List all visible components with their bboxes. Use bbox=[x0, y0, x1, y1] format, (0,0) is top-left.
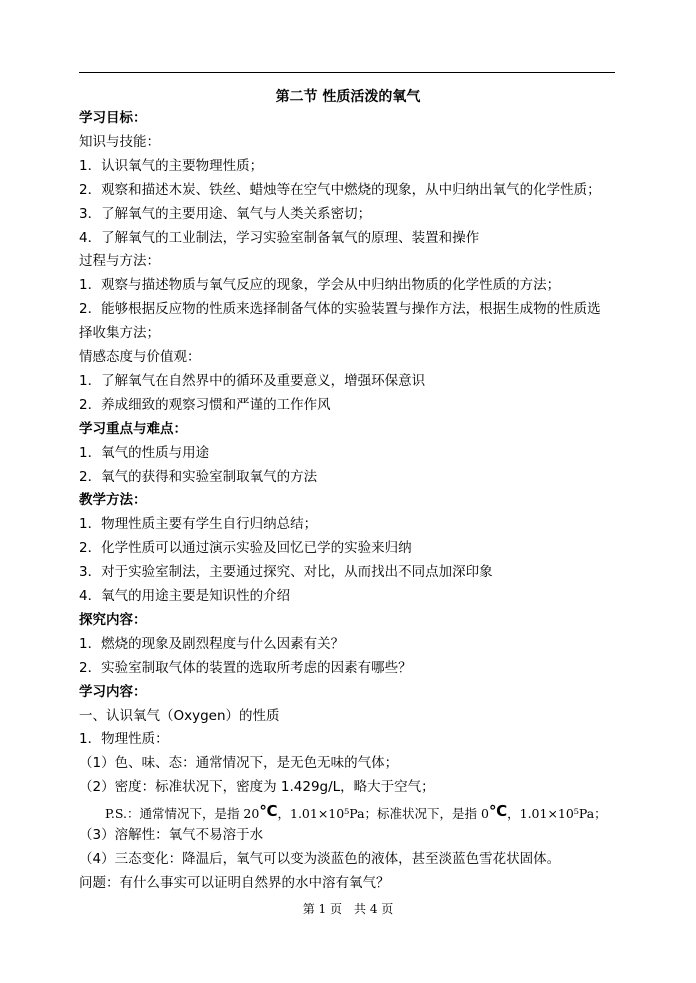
ps-text-1: P.S.：通常情况下，是指 20 bbox=[105, 806, 260, 822]
ps-text-2: ，1.01×10⁵Pa；标准状况下，是指 0 bbox=[277, 806, 489, 822]
header-rule bbox=[79, 72, 615, 73]
text-line: 4．了解氧气的工业制法，学习实验室制备氧气的原理、装置和操作 bbox=[79, 229, 480, 246]
text-line: 1．物理性质： bbox=[79, 731, 169, 748]
text-line: 一、认识氧气（Oxygen）的性质 bbox=[79, 707, 280, 724]
text-line: 1．燃烧的现象及剧烈程度与什么因素有关？ bbox=[79, 635, 345, 652]
text-line: （3）溶解性：氧气不易溶于水 bbox=[79, 827, 264, 843]
text-line: 问题：有什么事实可以证明自然界的水中溶有氧气？ bbox=[79, 874, 390, 891]
text-line: 2．化学性质可以通过演示实验及回忆已学的实验来归纳 bbox=[79, 540, 412, 557]
text-line: 4．氧气的用途主要是知识性的介绍 bbox=[79, 588, 291, 604]
ps-text-3: ，1.01×10⁵Pa； bbox=[507, 806, 607, 822]
text-line: 3．了解氧气的主要用途、氧气与人类关系密切； bbox=[79, 205, 372, 222]
text-line: 1．认识氧气的主要物理性质； bbox=[79, 157, 264, 174]
text-line: 择收集方法； bbox=[79, 325, 160, 342]
text-line: （4）三态变化：降温后，氧气可以变为淡蓝色的液体，甚至淡蓝色雪花状固体。 bbox=[79, 850, 561, 867]
degree-symbol: ℃ bbox=[488, 802, 508, 821]
text-line: 过程与方法： bbox=[79, 253, 160, 270]
text-line: 2．养成细致的观察习惯和严谨的工作作风 bbox=[79, 396, 331, 413]
text-line: 2．实验室制取气体的装置的选取所考虑的因素有哪些？ bbox=[79, 659, 412, 676]
section-heading: 探究内容： bbox=[79, 611, 147, 628]
page-footer: 第 1 页 共 4 页 bbox=[302, 902, 394, 916]
section-title: 第二节 性质活泼的氧气 bbox=[275, 89, 421, 105]
text-line: 1．观察与描述物质与氧气反应的现象，学会从中归纳出物质的化学性质的方法； bbox=[79, 277, 561, 294]
section-heading: 教学方法： bbox=[79, 492, 147, 509]
text-line: 情感态度与价值观： bbox=[79, 349, 201, 365]
section-heading: 学习目标： bbox=[79, 110, 147, 126]
text-line: 3．对于实验室制法，主要通过探究、对比，从而找出不同点加深印象 bbox=[79, 564, 493, 581]
section-heading: 学习重点与难点： bbox=[79, 420, 187, 437]
text-line: 2．观察和描述木炭、铁丝、蜡烛等在空气中燃烧的现象，从中归纳出氧气的化学性质； bbox=[79, 181, 601, 198]
text-line: 2．能够根据反应物的性质来选择制备气体的实验装置与操作方法，根据生成物的性质选 bbox=[79, 301, 601, 318]
section-heading: 学习内容： bbox=[79, 683, 147, 700]
text-line: （2）密度：标准状况下，密度为 1.429g/L，略大于空气； bbox=[79, 779, 435, 796]
degree-symbol: ℃ bbox=[259, 802, 278, 821]
text-line: 2．氧气的获得和实验室制取氧气的方法 bbox=[79, 468, 318, 485]
text-line: （1）色、味、态：通常情况下，是无色无味的气体； bbox=[79, 755, 399, 772]
text-line: 1．了解氧气在自然界中的循环及重要意义，增强环保意识 bbox=[79, 372, 426, 389]
text-line: 1．物理性质主要有学生自行归纳总结； bbox=[79, 516, 318, 533]
text-line: 知识与技能： bbox=[79, 133, 160, 150]
text-line: 1．氧气的性质与用途 bbox=[79, 444, 210, 461]
ps-note-line bbox=[105, 801, 665, 824]
